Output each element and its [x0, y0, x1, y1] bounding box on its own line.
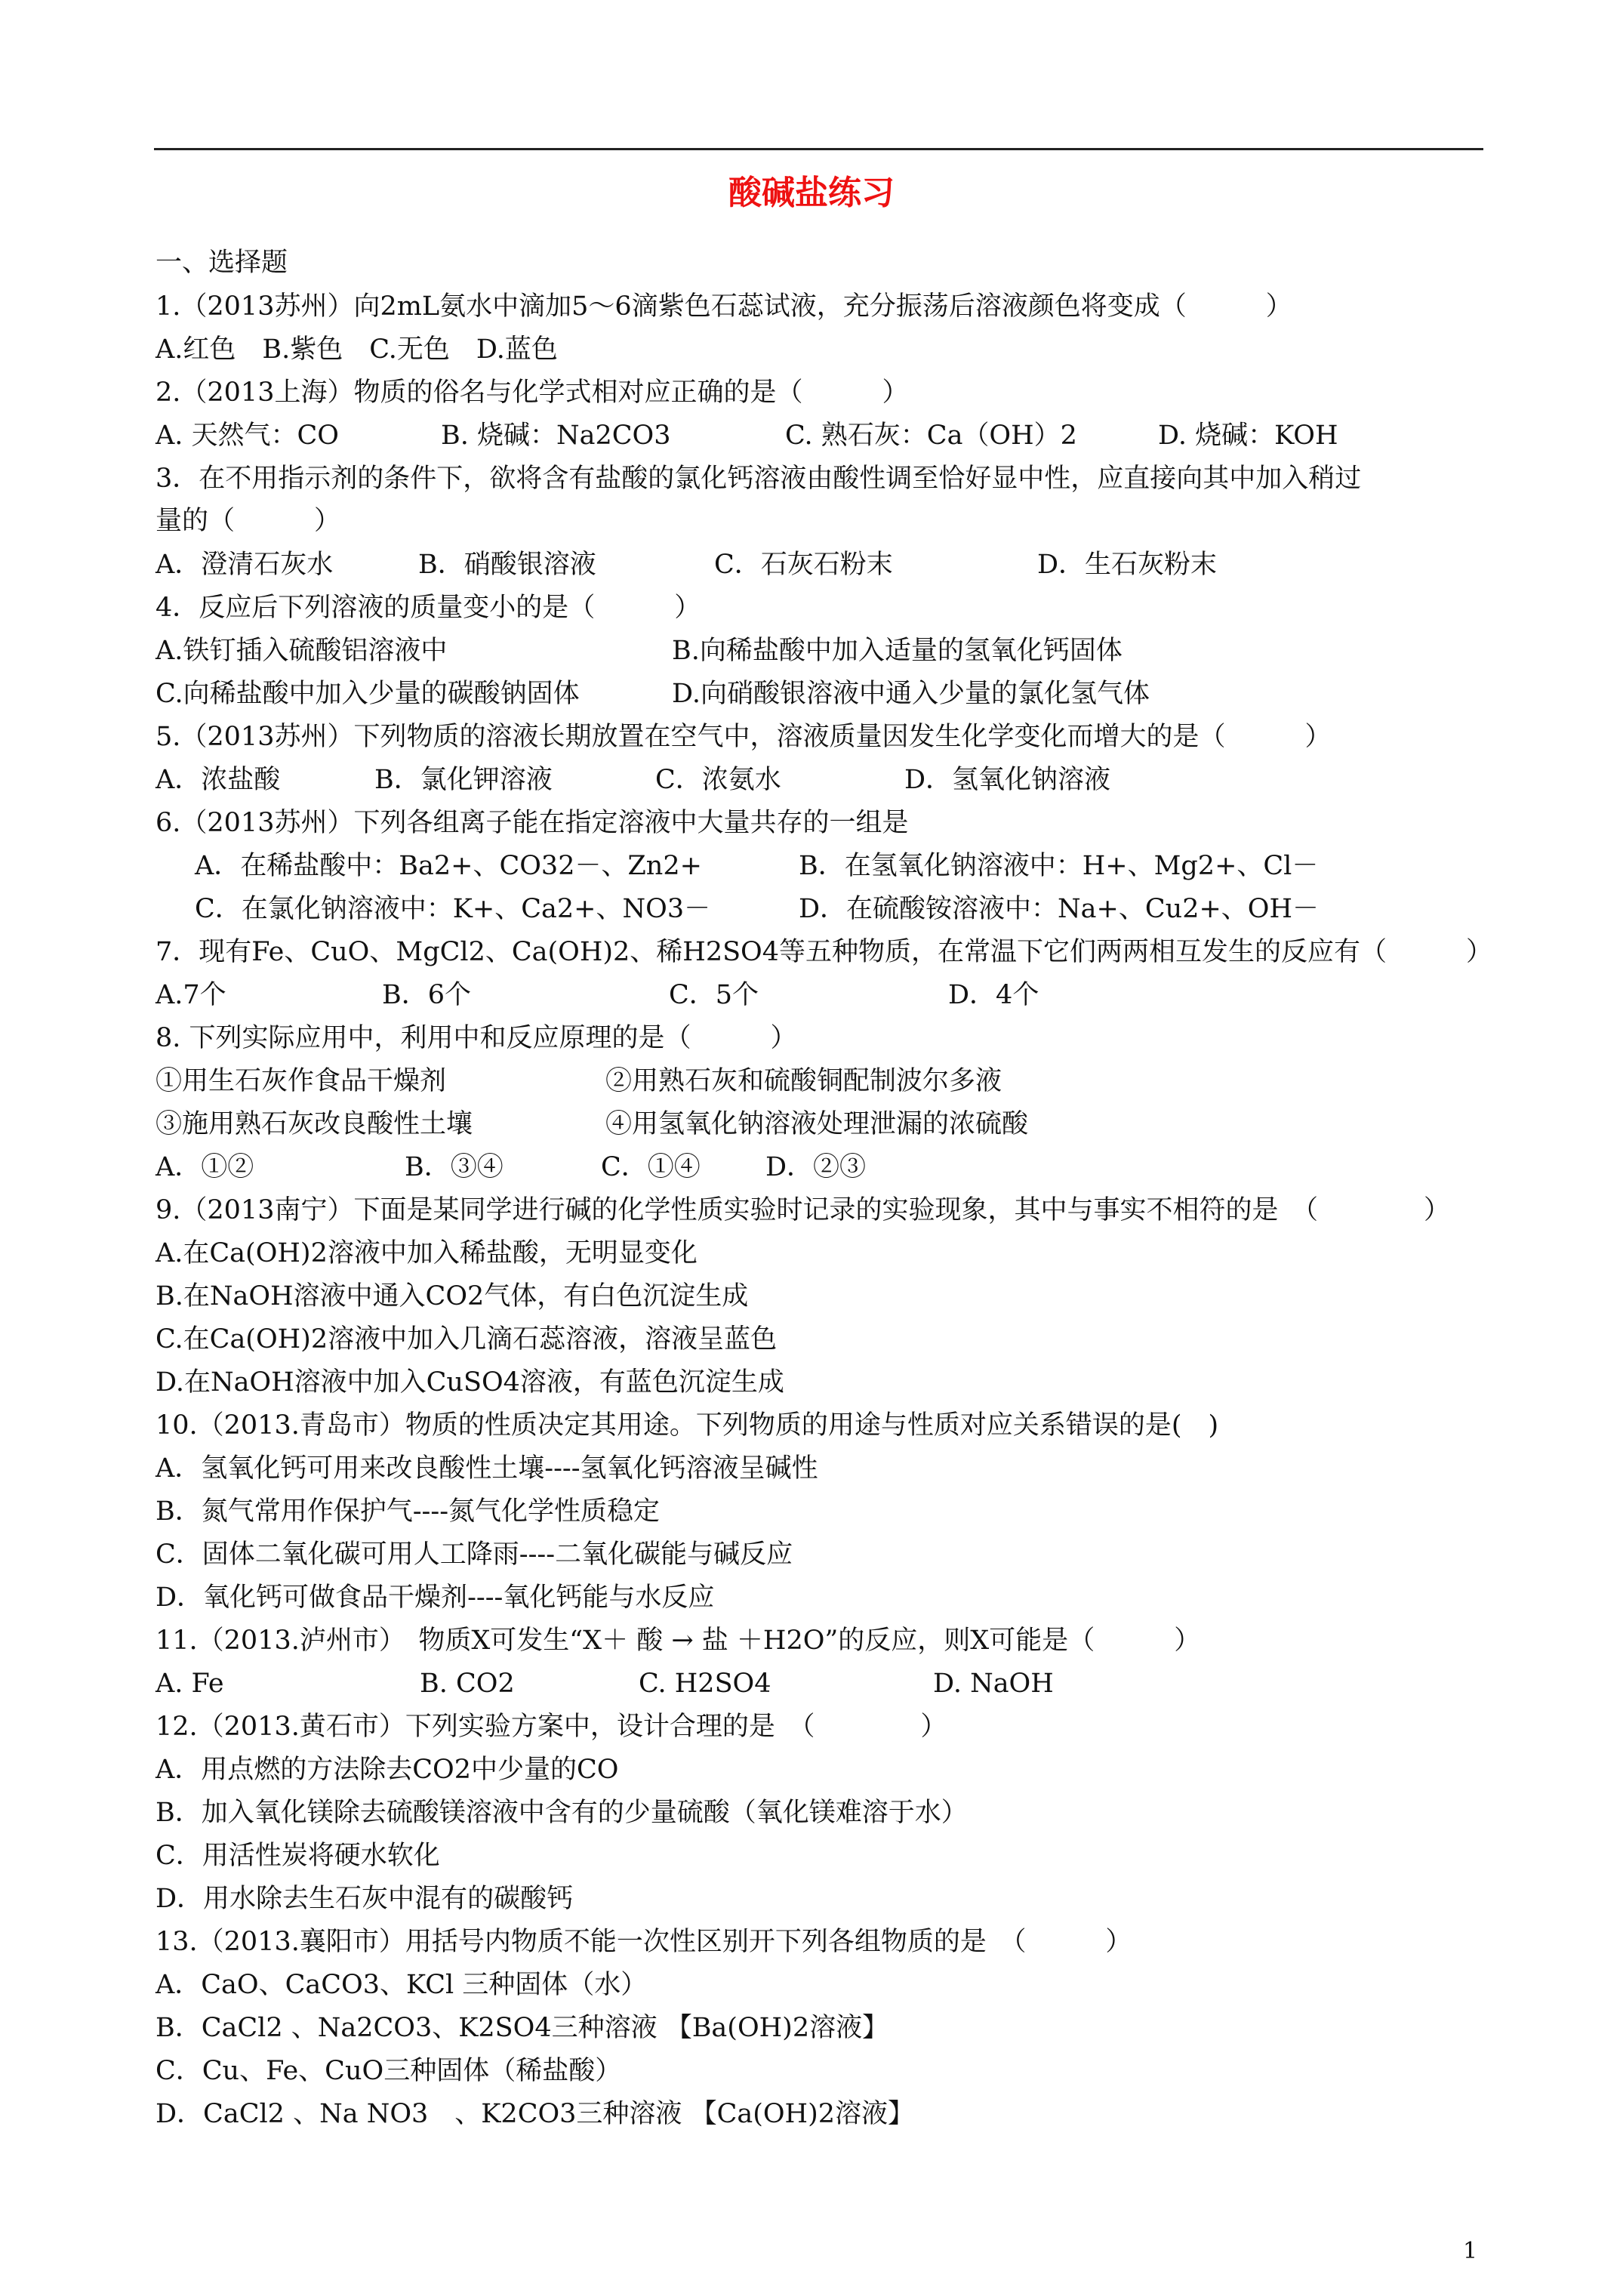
text-line: A．CaO、CaCO3、KCl 三种固体（水） — [156, 1970, 648, 2000]
option-text: B. 烧碱：Na2CO3 — [441, 421, 671, 451]
text-line: C.在Ca(OH)2溶液中加入几滴石蕊溶液，溶液呈蓝色 — [156, 1324, 778, 1354]
text-line — [156, 846, 1484, 886]
text-line — [156, 760, 1484, 800]
text-line: 12.（2013.黄石市）下列实验方案中，设计合理的是 （ ） — [156, 1712, 947, 1742]
text-line — [156, 1148, 1484, 1187]
option-text: C．5个 — [669, 980, 759, 1010]
option-text: B.向稀盐酸中加入适量的氢氧化钙固体 — [672, 636, 1123, 666]
option-text: C.向稀盐酸中加入少量的碳酸钠固体 — [156, 679, 580, 709]
option-text: C．①④ — [601, 1152, 701, 1182]
option-text: D．生石灰粉末 — [1037, 550, 1218, 580]
text-line: D．用水除去生石灰中混有的碳酸钙 — [156, 1884, 574, 1914]
section-heading: 一、选择题 — [156, 248, 288, 278]
option-text: D.向硝酸银溶液中通入少量的氯化氢气体 — [672, 679, 1150, 709]
text-line: 5.（2013苏州）下列物质的溶液长期放置在空气中，溶液质量因发生化学变化而增大的是（ ） — [156, 722, 1332, 752]
option-text: C. H2SO4 — [639, 1669, 771, 1699]
option-text: A.7个 — [156, 980, 226, 1010]
option-text: B．6个 — [382, 980, 471, 1010]
text-line: C．固体二氧化碳可用人工降雨----二氧化碳能与碱反应 — [156, 1539, 793, 1570]
option-text: A．澄清石灰水 — [156, 550, 334, 580]
header-rule — [154, 148, 1483, 150]
text-line: C．Cu、Fe、CuO三种固体（稀盐酸） — [156, 2056, 622, 2086]
option-text: D. 烧碱：KOH — [1158, 421, 1338, 451]
option-text: ②用熟石灰和硫酸铜配制波尔多液 — [605, 1066, 1002, 1096]
text-line: B．加入氧化镁除去硫酸镁溶液中含有的少量硫酸（氧化镁难溶于水） — [156, 1798, 968, 1828]
text-line: 11.（2013.泸州市） 物质X可发生“X＋ 酸 → 盐 ＋H2O”的反应，则X可能是（ ） — [156, 1626, 1201, 1656]
text-line: A.红色 B.紫色 C.无色 D.蓝色 — [156, 334, 558, 365]
text-line: 8. 下列实际应用中，利用中和反应原理的是（ ） — [156, 1023, 797, 1053]
option-text: C．浓氨水 — [655, 765, 781, 795]
option-text: A．在稀盐酸中：Ba2+、CO32－、Zn2+ — [195, 851, 702, 881]
text-line: 1.（2013苏州）向2mL氨水中滴加5～6滴紫色石蕊试液，充分振荡后溶液颜色将变成（ ） — [156, 291, 1292, 322]
text-line: D．CaCl2 、Na NO3 、K2CO3三种溶液 【Ca(OH)2溶液】 — [156, 2099, 915, 2129]
option-text: A．①② — [156, 1152, 254, 1182]
text-line — [156, 545, 1484, 584]
text-line: D.在NaOH溶液中加入CuSO4溶液，有蓝色沉淀生成 — [156, 1367, 784, 1398]
option-text: D．氢氧化钠溶液 — [904, 765, 1111, 795]
text-line — [156, 674, 1484, 713]
option-text: C. 熟石灰：Ca（OH）2 — [785, 421, 1077, 451]
text-line: 6.（2013苏州）下列各组离子能在指定溶液中大量共存的一组是 — [156, 808, 909, 838]
option-text: D．在硫酸铵溶液中：Na+、Cu2+、OH－ — [799, 894, 1320, 924]
page-title: 酸碱盐练习 — [728, 174, 895, 212]
text-line: A．氢氧化钙可用来改良酸性土壤----氢氧化钙溶液呈碱性 — [156, 1453, 818, 1484]
page-number: 1 — [1463, 2238, 1478, 2264]
option-text: C．石灰石粉末 — [714, 550, 893, 580]
text-line: 7．现有Fe、CuO、MgCl2、Ca(OH)2、稀H2SO4等五种物质，在常温下它们两两相互发生的反应有（ ） — [156, 937, 1493, 967]
text-line: A．用点燃的方法除去CO2中少量的CO — [156, 1755, 619, 1785]
option-text: A.铁钉插入硫酸铝溶液中 — [156, 636, 448, 666]
text-line — [156, 1664, 1484, 1703]
text-line — [156, 1105, 1484, 1144]
text-line: B．氮气常用作保护气----氮气化学性质稳定 — [156, 1496, 661, 1527]
text-line: C．用活性炭将硬水软化 — [156, 1841, 440, 1871]
text-line — [156, 975, 1484, 1015]
option-text: ①用生石灰作食品干燥剂 — [156, 1066, 447, 1096]
option-text: A. 天然气：CO — [156, 421, 340, 451]
text-line: 9.（2013南宁）下面是某同学进行碱的化学性质实验时记录的实验现象，其中与事实不相符的是 （ ） — [156, 1195, 1450, 1225]
option-text: B．氯化钾溶液 — [374, 765, 553, 795]
text-line — [156, 1062, 1484, 1101]
text-line: 13.（2013.襄阳市）用括号内物质不能一次性区别开下列各组物质的是 （ ） — [156, 1927, 1132, 1957]
option-text: B. CO2 — [420, 1669, 515, 1699]
option-text: A. Fe — [156, 1669, 224, 1699]
text-line: D．氧化钙可做食品干燥剂----氧化钙能与水反应 — [156, 1583, 715, 1613]
option-text: A．浓盐酸 — [156, 765, 281, 795]
option-text: B．③④ — [405, 1152, 504, 1182]
option-text: B．在氢氧化钠溶液中：H+、Mg2+、Cl－ — [799, 851, 1319, 881]
text-line: 2.（2013上海）物质的俗名与化学式相对应正确的是（ ） — [156, 378, 909, 408]
text-line: 量的（ ） — [156, 506, 341, 536]
option-text: B．硝酸银溶液 — [418, 550, 596, 580]
option-text: D．②③ — [765, 1152, 867, 1182]
text-line: 3．在不用指示剂的条件下，欲将含有盐酸的氯化钙溶液由酸性调至恰好显中性，应直接向其中加入稍过 — [156, 464, 1362, 494]
text-line — [156, 631, 1484, 670]
option-text: ③施用熟石灰改良酸性土壤 — [156, 1109, 473, 1139]
text-line: B.在NaOH溶液中通入CO2气体，有白色沉淀生成 — [156, 1281, 749, 1311]
option-text: D．4个 — [948, 980, 1039, 1010]
option-text: C．在氯化钠溶液中：K+、Ca2+、NO3－ — [195, 894, 711, 924]
text-line: B．CaCl2 、Na2CO3、K2SO4三种溶液 【Ba(OH)2溶液】 — [156, 2013, 889, 2043]
option-text: D. NaOH — [933, 1669, 1054, 1699]
text-line: 4．反应后下列溶液的质量变小的是（ ） — [156, 593, 701, 623]
text-line — [156, 889, 1484, 929]
text-line: 10.（2013.青岛市）物质的性质决定其用途。下列物质的用途与性质对应关系错误的是( ) — [156, 1410, 1219, 1441]
text-line: A.在Ca(OH)2溶液中加入稀盐酸，无明显变化 — [156, 1238, 698, 1268]
option-text: ④用氢氧化钠溶液处理泄漏的浓硫酸 — [605, 1109, 1029, 1139]
text-line — [156, 416, 1484, 455]
